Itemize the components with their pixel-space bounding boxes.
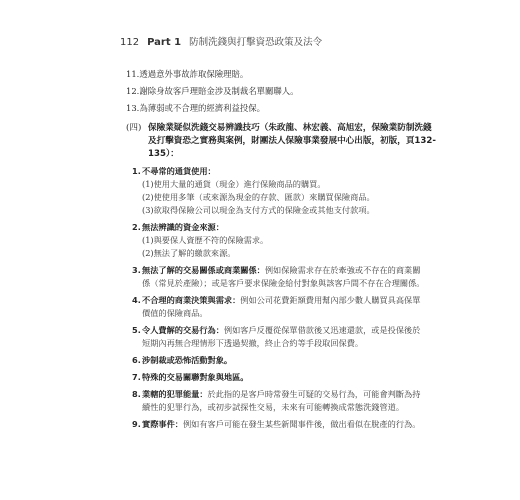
item-heading: 涉制裁或恐怖活動對象。 xyxy=(142,355,233,365)
list-item xyxy=(132,221,436,234)
item-number: 4. xyxy=(132,295,141,305)
item-number: 6. xyxy=(132,355,141,365)
item-number: 2. xyxy=(132,222,141,232)
list-item xyxy=(132,264,436,290)
sub-item: (1)與要保人資歷不符的保險需求。 xyxy=(142,235,269,245)
running-header xyxy=(120,34,322,48)
item-heading: 令人費解的交易行為： xyxy=(142,325,224,335)
item-number: 1. xyxy=(132,166,141,176)
list-item xyxy=(132,165,436,178)
list-item xyxy=(132,354,436,367)
sub-item: (2)使使用多筆（或來源為現金的存款、匯款）來購買保險商品。 xyxy=(142,192,375,202)
item-heading: 業轄的犯罪能量： xyxy=(142,389,208,399)
item-heading: 不合理的商業決策與需求： xyxy=(142,295,241,305)
section-heading xyxy=(126,122,436,161)
item-description: 於此指的是客戶時常發生可疑的交易行為，可能會判斷為持續性的犯罪行為，或初步試探性交易，未來有可能轉換成常態洗錢管道。 xyxy=(142,389,421,412)
list-item xyxy=(132,294,436,320)
sub-item: (3)欲取得保險公司以現金為支付方式的保險金或其他支付款項。 xyxy=(142,205,375,215)
page-body xyxy=(126,68,436,431)
sub-item: (2)無法了解的繳款來源。 xyxy=(142,248,236,258)
item-number: 8. xyxy=(132,389,141,399)
item-number: 9. xyxy=(132,419,141,429)
item-description: 例如有客戶可能在發生某些新聞事件後，做出看似在脫產的行為。 xyxy=(182,419,421,429)
chapter-title: 防制洗錢與打擊資恐政策及法令 xyxy=(189,37,323,48)
item-heading: 無法了解的交易關係或商業關係： xyxy=(142,265,265,275)
item-description: 例如公司花費鉅額費用幫內部少數人購買具高保單價值的保險商品。 xyxy=(142,295,421,318)
item-heading: 特殊的交易關聯對象與地區。 xyxy=(142,372,249,382)
part-label: Part 1 xyxy=(147,37,182,48)
list-item xyxy=(132,388,436,414)
item-number: 3. xyxy=(132,265,141,275)
page-number: 112 xyxy=(120,37,140,48)
list-item: 11.透過意外事故詐取保險理賠。 xyxy=(126,69,249,79)
item-number: 7. xyxy=(132,372,141,382)
item-description: 例如保險需求存在於牽強或不存在的商業關係（常見於產險）；或是客戶要求保險金給付對象與該客戶間不存在合理關係。 xyxy=(142,265,425,288)
item-description: 例如客戶反覆從保單借款後又迅速還款，或是投保後於短期內再無合理情形下透過契撤，終止合約等手段取回保費。 xyxy=(142,325,421,348)
section-number: (四) xyxy=(126,123,142,133)
sub-item: (1)使用大量的通貨（現金）進行保險商品的購買。 xyxy=(142,179,326,189)
item-heading: 實際事件： xyxy=(142,419,183,429)
list-item: 12.謝除身故客戶理賠金涉及制裁名單關聯人。 xyxy=(126,86,299,96)
section-title: 保險業疑似洗錢交易辨識技巧（朱政龍、林宏義、高旭宏，保險業防制洗錢及打擊資恐之實務與案例，財團法人保險事業發展中心出版，初版，頁132-135）： xyxy=(148,123,436,159)
item-heading: 不尋常的通貨使用： xyxy=(142,166,216,176)
list-item xyxy=(132,371,436,384)
item-heading: 無法辨識的資金來源： xyxy=(142,222,224,232)
list-item: 13.為薄弱或不合理的經濟利益投保。 xyxy=(126,103,265,113)
item-number: 5. xyxy=(132,325,141,335)
list-item xyxy=(132,418,436,431)
list-item xyxy=(132,324,436,350)
